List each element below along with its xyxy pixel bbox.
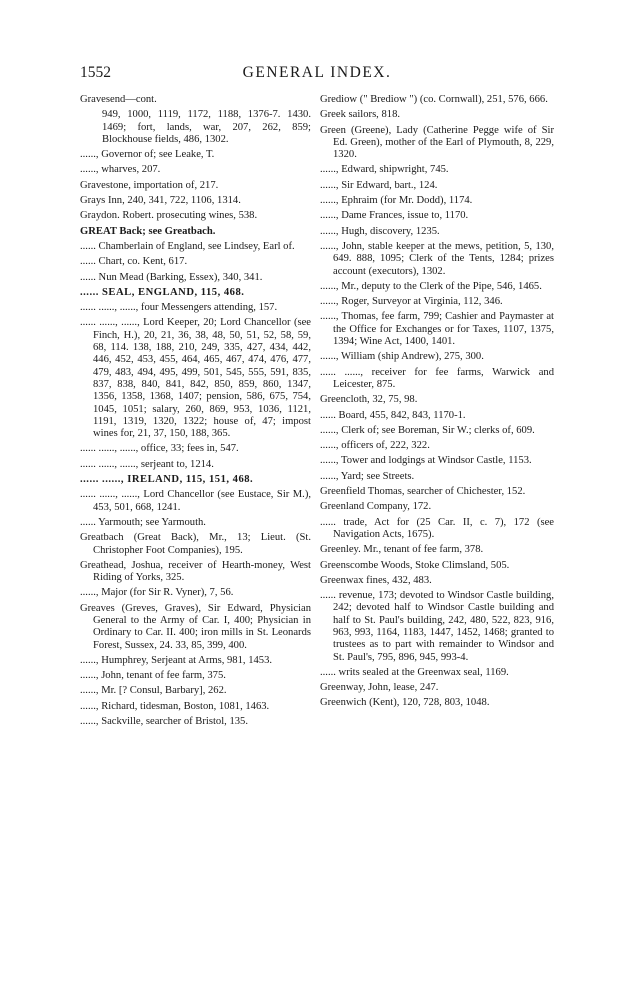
index-entry: ...... revenue, 173; devoted to Windsor Castle building, 242; devoted half to Windsor Castle building and half to St. Paul's building, 242, 480, 522, 823, 916, 963, 993, 1164, 1183, 1447, 1452, 1468; granted to trustees as to part with remainder to Windsor and St. Paul's, 795, 896, 945, 993-4. [320,590,554,663]
index-entry: Greenway, John, lease, 247. [320,682,439,694]
page-number: 1552 [80,64,111,81]
index-entry: ...... trade, Act for (25 Car. II, c. 7), 172 (see Navigation Acts, 1675). [320,516,554,540]
index-entry: ...... writs sealed at the Greenwax seal, 1169. [320,666,509,678]
index-entry: ......, Clerk of; see Boreman, Sir W.; clerks of, 609. [320,424,535,436]
index-entry: ......, Governor of; see Leake, T. [80,149,215,161]
index-entry: ......, Dame Frances, issue to, 1170. [320,210,469,222]
index-entry: ......, Roger, Surveyor at Virginia, 112, 346. [320,296,503,308]
index-entry: Greenscombe Woods, Stoke Climsland, 505. [320,559,510,571]
index-entry: ...... ......, ......, office, 33; fees in, 547. [80,443,239,455]
index-entry: ...... Nun Mead (Barking, Essex), 340, 341. [80,271,263,283]
index-entry: Greatbach (Great Back), Mr., 13; Lieut. (St. Christopher Foot Companies), 195. [80,532,311,556]
index-entry: Greaves (Greves, Graves), Sir Edward, Physician General to the Army of Car. I, 400; Physician in Ordinary to Car. II. 400; iron mills in St. Leonards Forest, Sussex, 24. 33, 85, 399, 400. [80,602,311,651]
index-entry: ......, Sir Edward, bart., 124. [320,179,438,191]
left-column [80,94,311,731]
index-entry: ......, Thomas, fee farm, 799; Cashier and Paymaster at the Office for Exchanges or for Taxes, 1107, 1375, 1394; Wine Act, 1400, 1401. [320,311,554,348]
index-entry: ...... ......, ......, Lord Keeper, 20; Lord Chancellor (see Finch, H.), 20, 21, 36, 38, 48, 50, 51, 52, 58, 59, 68, 114. 138, 188, 210, 249, 335, 427, 434, 442, 446, 452, 453, 455, 464, 465, 467, 474, 476, 477, 479, 483, 494, 495, 499, 501, 545, 555, 591, 835, 837, 838, 840, 841, 842, 850, 859, 860, 1347, 1356, 1358, 1368, 1407; pension, 586, 675, 754, 1045, 1051; salary, 260, 869, 953, 1036, 1121, 1191, 1319, 1320, 1322; house of, 47; impost wines for, 21, 37, 150, 188, 365. [80,317,311,440]
index-entry: ......, Humphrey, Serjeant at Arms, 981, 1453. [80,654,273,666]
index-entry: ......, Richard, tidesman, Boston, 1081, 1463. [80,700,270,712]
index-entry: ...... ......, IRELAND, 115, 151, 468. [80,474,254,486]
index-entry: ...... Chamberlain of England, see Lindsey, Earl of. [80,240,295,252]
index-entry: ...... Chart, co. Kent, 617. [80,256,188,268]
index-entry: ......, wharves, 207. [80,164,161,176]
index-entry: ......, Edward, shipwright, 745. [320,164,449,176]
index-entry: Greenwich (Kent), 120, 728, 803, 1048. [320,697,490,709]
index-entry: Greencloth, 32, 75, 98. [320,394,418,406]
index-entry: Grays Inn, 240, 341, 722, 1106, 1314. [80,195,241,207]
index-entry: ......, Mr., deputy to the Clerk of the Pipe, 546, 1465. [320,280,542,292]
index-entry: ......, Ephraim (for Mr. Dodd), 1174. [320,195,473,207]
index-entry: Greenwax fines, 432, 483. [320,574,432,586]
index-entry: ......, John, stable keeper at the mews, petition, 5, 130, 649. 888, 1095; Clerk of the Tents, 1284; prizes account (executors), 1302. [320,240,554,277]
right-column [320,94,554,713]
index-entry: ......, Tower and lodgings at Windsor Castle, 1153. [320,455,532,467]
index-entry: ......, Mr. [? Consul, Barbary], 262. [80,685,227,697]
index-entry: ......, Hugh, discovery, 1235. [320,225,440,237]
index-entry: Greenfield Thomas, searcher of Chichester, 152. [320,486,526,498]
index-entry: Greek sailors, 818. [320,109,401,121]
index-entry: Greathead, Joshua, receiver of Hearth-money, West Riding of Yorks, 325. [80,559,311,584]
index-entry: ......, Yard; see Streets. [320,470,415,482]
index-entry: Graydon. Robert. prosecuting wines, 538. [80,210,258,222]
index-entry: ...... Board, 455, 842, 843, 1170-1. [320,409,466,421]
index-entry: Green (Greene), Lady (Catherine Pegge wife of Sir Ed. Green), mother of the Earl of Plymouth, 8, 229, 1320. [320,124,554,161]
index-entry: ...... ......, ......, four Messengers attending, 157. [80,302,278,314]
index-entry: ...... ......, ......, Lord Chancellor (see Eustace, Sir M.), 453, 501, 668, 1241. [80,489,311,513]
index-entry: ......, officers of, 222, 322. [320,440,430,452]
page-title: GENERAL INDEX. [242,64,392,81]
index-entry: GREAT Back; see Greatbach. [80,225,216,237]
index-entry: ......, William (ship Andrew), 275, 300. [320,351,484,363]
index-entry: 949, 1000, 1119, 1172, 1188, 1376-7. 1430. 1469; fort, lands, war, 207, 262, 859; Blockhouse fields, 486, 1302. [102,109,311,145]
index-entry: ...... ......, ......, serjeant to, 1214. [80,458,214,470]
page-header [80,64,554,84]
index-entry: Greenley. Mr., tenant of fee farm, 378. [320,544,484,556]
index-entry: ......, Major (for Sir R. Vyner), 7, 56. [80,587,234,599]
index-entry: ......, Sackville, searcher of Bristol, 135. [80,716,248,728]
index-entry: ...... Yarmouth; see Yarmouth. [80,516,206,528]
index-entry: Gravestone, importation of, 217. [80,179,219,191]
index-entry: ...... SEAL, ENGLAND, 115, 468. [80,286,245,298]
index-entry: ......, John, tenant of fee farm, 375. [80,670,226,682]
index-entry: Greenland Company, 172. [320,501,432,513]
index-entry: ...... ......, receiver for fee farms, Warwick and Leicester, 875. [320,366,554,390]
index-entry: Gravesend—cont. [80,94,157,105]
index-entry: Grediow (" Brediow ") (co. Cornwall), 251, 576, 666. [320,94,548,105]
